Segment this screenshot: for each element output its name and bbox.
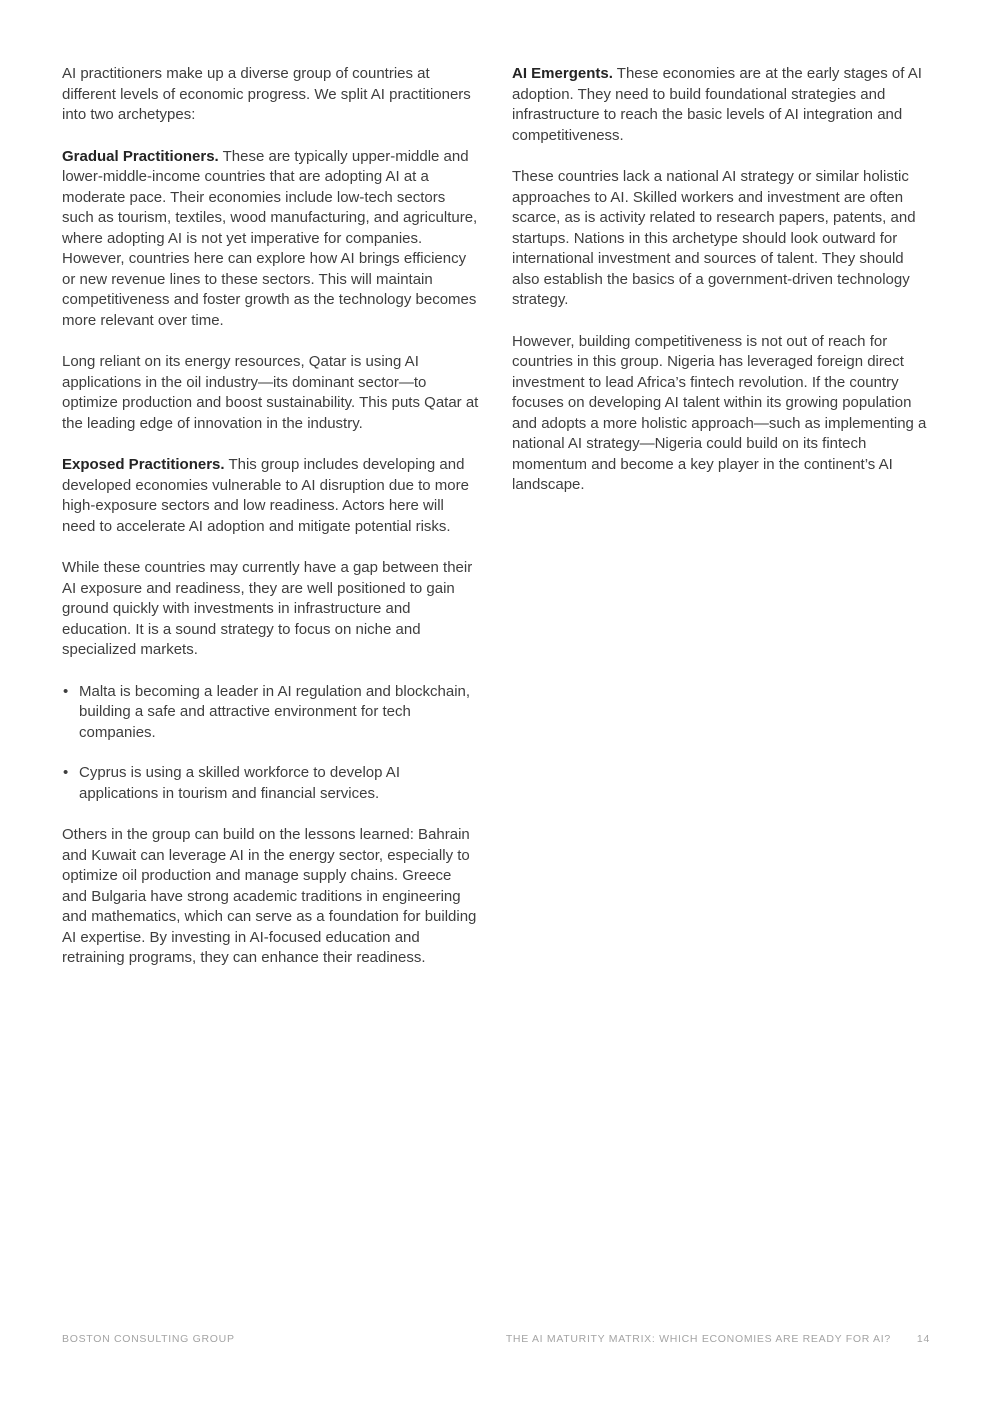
paragraph-others [62,825,480,969]
paragraph-text: While these countries may currently have a gap between their AI exposure and readiness, they are well positioned to gain ground quickly with investments in infrastructure and education. It is a sound strategy to focus on niche and specialized markets. [62,559,473,658]
paragraph-text: However, building competitiveness is not out of reach for countries in this group. Nigeria has leveraged foreign direct investment to lead Africa’s fintech revolution. If the country focuses on developing AI talent within its growing population and adopts a more holistic approach—such as implementing a national AI strategy—Nigeria could build on its fintech momentum and become a key player in the continent’s AI landscape. [512,332,927,493]
list-item-malta [62,682,480,744]
page-number: 14 [916,1333,930,1345]
list-item-text: Cyprus is using a skilled workforce to develop AI applications in tourism and financial services. [79,764,400,802]
paragraph-lead: Gradual Practitioners. [62,147,219,165]
paragraph-text: This group includes developing and developed economies vulnerable to AI disruption due to more high-exposure sectors and low readiness. Actors here will need to accelerate AI adoption and mitigate potential risks. [62,456,469,535]
paragraph-lead: Exposed Practitioners. [62,456,225,473]
paragraph-text: These economies are at the early stages of AI adoption. They need to build foundational strategies and infrastructure to reach the basic levels of AI integration and competitiveness. [512,65,922,144]
paragraph-gradual-practitioners [62,147,480,332]
list-item-text: Malta is becoming a leader in AI regulation and blockchain, building a safe and attractive environment for tech companies. [79,682,471,741]
footer-right-group [506,1333,930,1345]
paragraph-exposed-practitioners [62,455,480,537]
paragraph-text: These are typically upper-middle and lower-middle-income countries that are adopting AI at a moderate pace. Their economies include low-tech sectors such as tourism, textiles, wood manufacturing, and agriculture, where adopting AI is not yet imperative for companies. However, countries here can explore how AI brings efficiency or new revenue lines to these sectors. This will maintain competitiveness and foster growth as the technology becomes more relevant over time. [62,147,478,329]
paragraph-text: Long reliant on its energy resources, Qatar is using AI applications in the oil industry—its dominant sector—to optimize production and boost sustainability. This puts Qatar at the leading edge of innovation in the industry. [62,353,479,432]
right-column [512,64,930,990]
list-item-cyprus [62,763,480,804]
paragraph-qatar [62,352,480,434]
paragraph-ai-emergents [512,64,930,146]
paragraph-no-strategy [512,167,930,311]
footer-report-title: THE AI MATURITY MATRIX: WHICH ECONOMIES ARE READY FOR AI? [505,1333,891,1345]
paragraph-gap [62,558,480,661]
bullet-list [62,682,480,805]
paragraph-text: AI practitioners make up a diverse group of countries at different levels of economic progress. We split AI practitioners into two archetypes: [62,65,471,123]
paragraph-text: These countries lack a national AI strategy or similar holistic approaches to AI. Skilled workers and investment are often scarce, as is activity related to research papers, patents, and startups. Nations in this archetype should look outward for international investment and sources of talent. They should also establish the basics of a government-driven technology strategy. [512,168,916,308]
footer-brand: BOSTON CONSULTING GROUP [62,1333,235,1345]
page-footer [62,1333,930,1345]
left-column [62,64,480,990]
paragraph-nigeria [512,332,930,496]
paragraph-text: Others in the group can build on the lessons learned: Bahrain and Kuwait can leverage AI in the energy sector, especially to optimize oil production and manage supply chains. Greece and Bulgaria have strong academic traditions in engineering and mathematics, which can serve as a foundation for building AI expertise. By investing in AI-focused education and retraining programs, they can enhance their readiness. [62,826,477,966]
paragraph-intro [62,64,480,126]
paragraph-lead: AI Emergents. [512,65,613,82]
